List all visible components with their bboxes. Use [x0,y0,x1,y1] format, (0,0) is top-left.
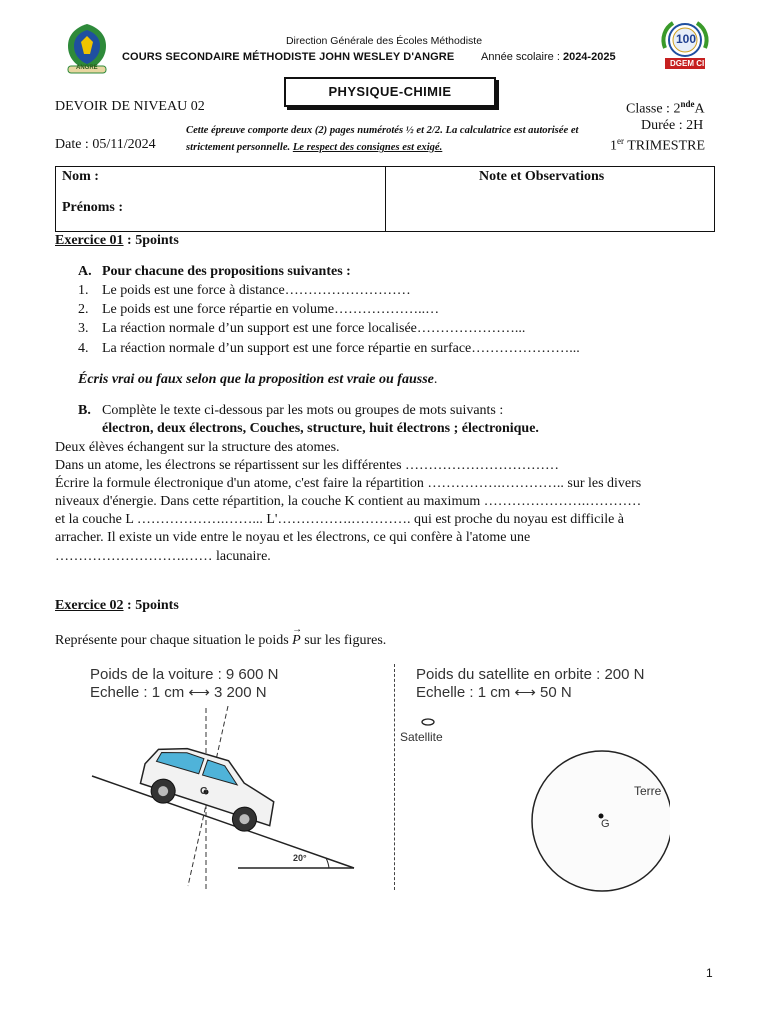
exercice-1-points: : 5points [123,233,179,248]
school-year [481,51,616,63]
proposition-number: 3. [78,321,89,336]
proposition-number: 1. [78,283,89,298]
trimestre-num: 1 [610,138,617,154]
text-line: et la couche L ……………….……... L'…………….…………. qui est proche du noyau est difficile à [55,512,625,527]
car-incline-drawing [88,706,378,892]
exercice-2-label: Exercice 02 [55,598,124,613]
text-line: niveaux d'énergie. Dans cette répartition, la couche K contient au maximum ………………….………… [55,494,642,509]
figure-satellite-earth [400,666,670,892]
part-b-words: électron, deux électrons, Couches, structure, huit électrons ; électronique. [102,421,539,436]
direction-title: Direction Générale des Écoles Méthodiste [285,35,483,47]
proposition-item [78,283,411,299]
vector-letter: P [292,633,301,648]
school-year-label: Année scolaire : [481,51,560,63]
table-divider [385,167,386,231]
part-b-letter: B. [78,403,91,418]
exam-note-text: Cette épreuve comporte deux (2) pages numérotés ½ et 2/2. La calculatrice est autorisée et strictement personnelle. [186,125,579,153]
proposition-text: Le poids est une force répartie en volume………………..… [102,302,440,317]
date-info: Date : 05/11/2024 [55,137,156,152]
logo-left-text: ANGRE [76,65,98,71]
student-info-table [55,166,715,232]
text-line: Dans un atome, les électrons se répartissent sur les différentes …………………………… [55,458,560,473]
exam-note-emphasis: Le respect des consignes est exigé. [292,142,443,153]
exercice-2-title [55,598,179,614]
classe-info [626,99,705,118]
earth-center-label: G [601,818,610,830]
proposition-item [78,321,525,337]
satellite-label: Satellite [400,730,443,744]
part-b-title: Complète le texte ci-dessous par les mots ou groupes de mots suivants : [102,403,504,418]
logo-right-text: DGEM CI [670,59,705,68]
incline-angle-label: 20° [293,853,307,863]
text-line: Écrire la formule électronique d'un atome, c'est faire la répartition …………….………….. sur les divers [55,476,642,491]
figure-car-incline [88,666,378,892]
proposition-number: 2. [78,302,89,317]
proposition-text: La réaction normale d’un support est une force répartie en surface…………………... [102,341,580,356]
trimestre-info [610,136,705,155]
proposition-text: La réaction normale d’un support est une force localisée…………………... [102,321,526,336]
exercice-1-label: Exercice 01 [55,233,124,248]
text-line: arracher. Il existe un vide entre le noyau et les électrons, ce qui confère à l'atome une [55,530,531,545]
proposition-text: Le poids est une force à distance……………………… [102,283,411,298]
proposition-item [78,302,439,318]
part-a-instruction [78,372,437,388]
part-a-heading [78,264,351,280]
figure-separator [394,664,395,890]
part-a-letter: A. [78,264,92,279]
part-a-title: Pour chacune des propositions suivantes : [102,264,351,279]
part-b-heading [78,403,503,419]
nom-field-label: Nom : [62,169,99,184]
exercice-2-points: : 5points [123,598,179,613]
instruction-post: sur les figures. [300,633,387,648]
school-name: COURS SECONDAIRE MÉTHODISTE JOHN WESLEY D'ANGRE [122,51,455,63]
classe-suffix: A [694,101,705,117]
devoir-title: DEVOIR DE NIVEAU 02 [55,99,205,114]
proposition-number: 4. [78,341,89,356]
vector-symbol [292,624,303,649]
trimestre-sup: er [617,136,624,146]
instruction-text: Écris vrai ou faux selon que la proposition est vraie ou fausse [78,372,434,387]
text-line: Deux élèves échangent sur la structure des atomes. [55,440,340,455]
note-observations-label: Note et Observations [479,169,605,184]
exercice-2-instruction [55,624,387,649]
exam-note [186,122,606,156]
proposition-item [78,341,580,357]
figure-2-caption-weight: Poids du satellite en orbite : 200 N [416,666,645,683]
figure-2-caption-scale: Echelle : 1 cm ⟷ 50 N [416,684,572,701]
figure-1-caption-weight: Poids de la voiture : 9 600 N [90,666,279,683]
exercice-1-title [55,233,179,249]
school-logo-left [62,22,112,74]
instruction-end: . [433,372,438,387]
text-line: ……………………….…… lacunaire. [55,549,271,564]
classe-sup: nde [680,99,695,109]
instruction-pre: Représente pour chaque situation le poids [55,633,293,648]
duree-info: Durée : 2H [641,118,704,133]
earth-label: Terre [634,784,662,798]
vector-arrow: → [292,624,303,635]
school-year-value: 2024-2025 [562,51,616,63]
page-number: 1 [706,966,713,980]
car-center-label: G [200,786,208,797]
prenoms-field-label: Prénoms : [62,200,124,215]
classe-label: Classe : 2 [626,101,681,117]
trimestre-label: TRIMESTRE [624,138,706,154]
figure-1-caption-scale: Echelle : 1 cm ⟷ 3 200 N [90,684,267,701]
satellite-earth-drawing [400,666,670,892]
subject-title: PHYSIQUE-CHIMIE [284,77,496,107]
logo-right-number: 100 [676,32,697,46]
